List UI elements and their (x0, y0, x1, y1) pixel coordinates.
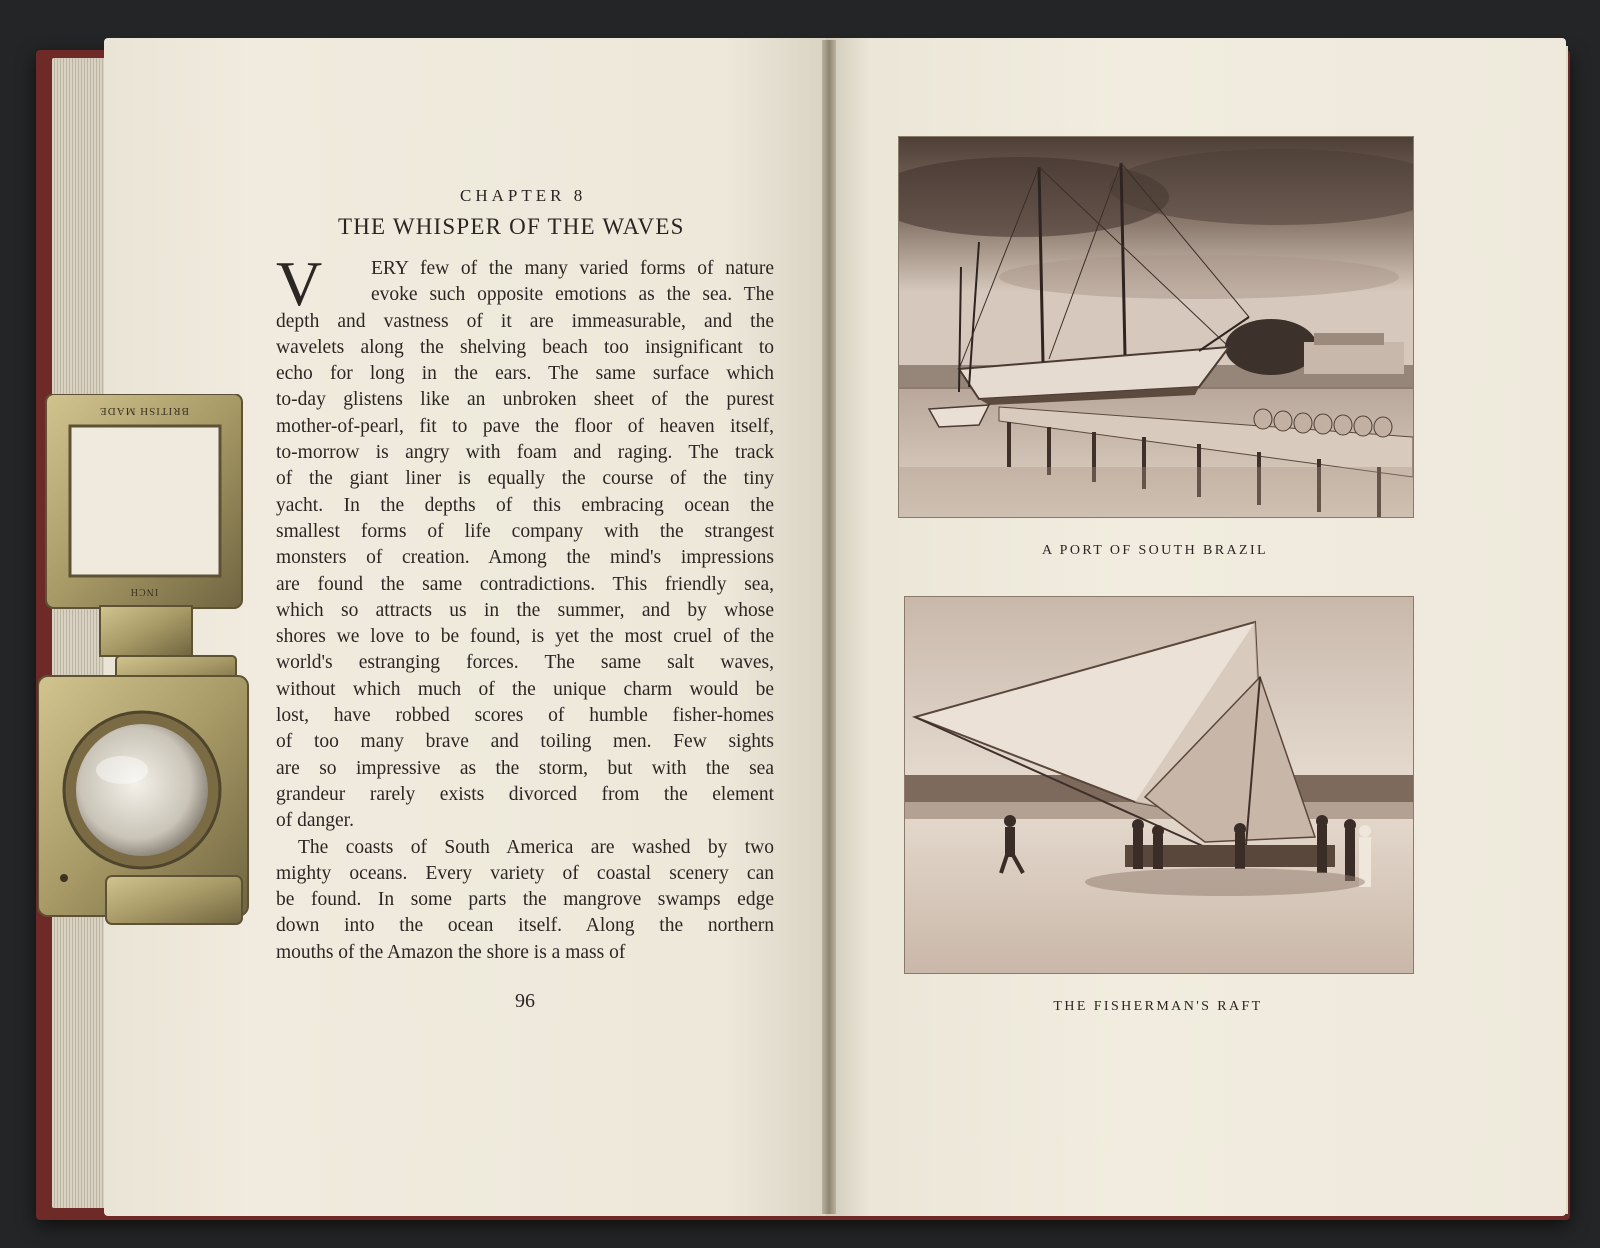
plate-caption-2: THE FISHERMAN'S RAFT (1053, 999, 1263, 1014)
body-line: lost, have robbed scores of humble fisher-homes (276, 705, 774, 727)
body-line: ERY few of the many varied forms of nature (371, 258, 774, 279)
body-line: shores we love to be found, is yet the most cruel of the (276, 626, 774, 648)
chapter-label: CHAPTER 8 (460, 186, 587, 205)
port-photo (899, 137, 1413, 517)
plate-caption-1: A PORT OF SOUTH BRAZIL (1042, 543, 1268, 558)
body-line: which so attracts us in the summer, and by whose (276, 599, 774, 621)
chapter-title: THE WHISPER OF THE WAVES (338, 214, 685, 239)
body-line: of danger. (276, 810, 354, 832)
body-line: yacht. In the depths of this embracing ocean the (276, 494, 774, 516)
body-line: be found. In some parts the mangrove swamps edge (276, 889, 774, 911)
body-line: mouths of the Amazon the shore is a mass of (276, 941, 626, 963)
body-line: The coasts of South America are washed by two (298, 836, 774, 858)
drop-cap: V (276, 248, 323, 319)
body-line: wavelets along the shelving beach too insignificant to (276, 336, 774, 358)
body-line: to-morrow is angry with foam and raging. The track (276, 442, 774, 464)
magnifier-engraving-top: BRITISH MADE (99, 405, 189, 417)
linen-tester-magnifier (38, 394, 258, 934)
body-line: to-day glistens like an unbroken sheet of the purest (276, 389, 774, 411)
body-line: without which much of the unique charm would be (276, 678, 774, 700)
body-line: of the giant liner is equally the course of the tiny (276, 468, 774, 490)
photo-plate-raft (904, 596, 1414, 974)
body-line: of too many brave and toiling men. Few sights (276, 731, 774, 753)
body-line: world's estranging forces. The same salt waves, (276, 652, 774, 674)
raft-photo (905, 597, 1413, 973)
body-line: depth and vastness of it are immeasurable, and the (276, 310, 774, 332)
book-gutter (822, 40, 836, 1214)
body-line: mighty oceans. Every variety of coastal scenery can (276, 862, 774, 884)
magnifier-engraving-bottom: INCH (129, 586, 159, 597)
body-line: mother-of-pearl, fit to pave the floor of heaven itself, (276, 415, 774, 437)
chapter-body-text (276, 248, 774, 966)
magnifier-icon (38, 394, 258, 934)
body-line: monsters of creation. Among the mind's impressions (276, 547, 774, 569)
body-line: grandeur rarely exists divorced from the element (276, 783, 774, 805)
body-line: are found the same contradictions. This friendly sea, (276, 573, 774, 595)
page-number: 96 (515, 990, 535, 1012)
body-line: are so impressive as the storm, but with the sea (276, 757, 774, 779)
body-line: down into the ocean itself. Along the northern (276, 915, 774, 937)
photo-plate-port (898, 136, 1414, 518)
body-line: echo for long in the ears. The same surface which (276, 363, 774, 385)
body-line: smallest forms of life company with the strangest (276, 520, 774, 542)
body-line: evoke such opposite emotions as the sea. The (371, 284, 774, 306)
